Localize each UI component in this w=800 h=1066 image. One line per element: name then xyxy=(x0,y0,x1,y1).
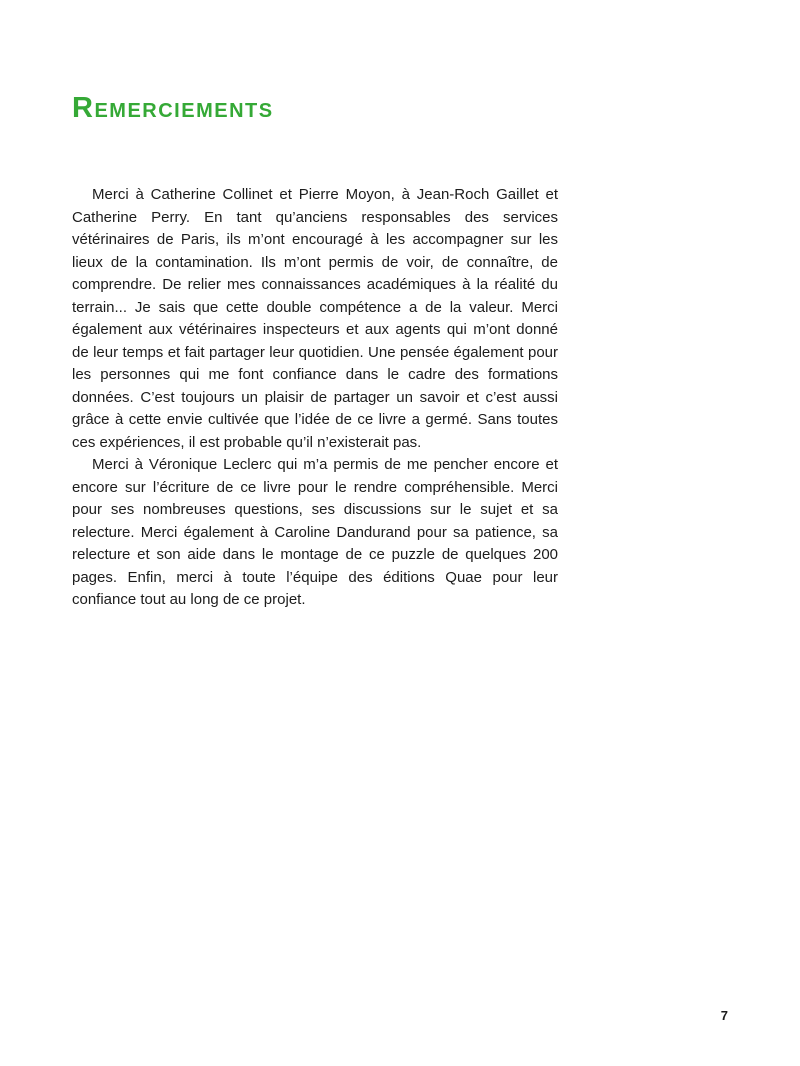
paragraph-1: Merci à Catherine Collinet et Pierre Moyon, à Jean-Roch Gaillet et Catherine Perry. En tant qu’anciens responsables des services vétérinaires de Paris, ils m’ont encouragé à les accompagner sur les lieux de la contamination. Ils m’ont permis de voir, de connaître, de comprendre. De relier mes connaissances académiques à la réalité du terrain... Je sais que cette double compétence a de la valeur. Merci également aux vétérinaires inspecteurs et aux agents qui m’ont donné de leur temps et fait partager leur quotidien. Une pensée également pour les personnes qui me font confiance dans le cadre des formations données. C’est toujours un plaisir de partager un savoir et c’est aussi grâce à cette envie cultivée que l’idée de ce livre a germé. Sans toutes ces expériences, il est probable qu’il n’existerait pas. xyxy=(72,186,558,451)
page-number: 7 xyxy=(720,1008,728,1023)
paragraph-2: Merci à Véronique Leclerc qui m’a permis de me pencher encore et encore sur l’écriture de ce livre pour le rendre compréhensible. Merci pour ses nombreuses questions, ses discussions sur le sujet et sa relecture. Merci également à Caroline Dandurand pour sa patience, sa relecture et son aide dans le montage de ce puzzle de quelques 200 pages. Enfin, merci à toute l’équipe des éditions Quae pour leur confiance tout au long de ce projet. xyxy=(72,456,558,608)
body-text xyxy=(72,184,558,612)
page-title: Remerciements xyxy=(72,92,274,124)
